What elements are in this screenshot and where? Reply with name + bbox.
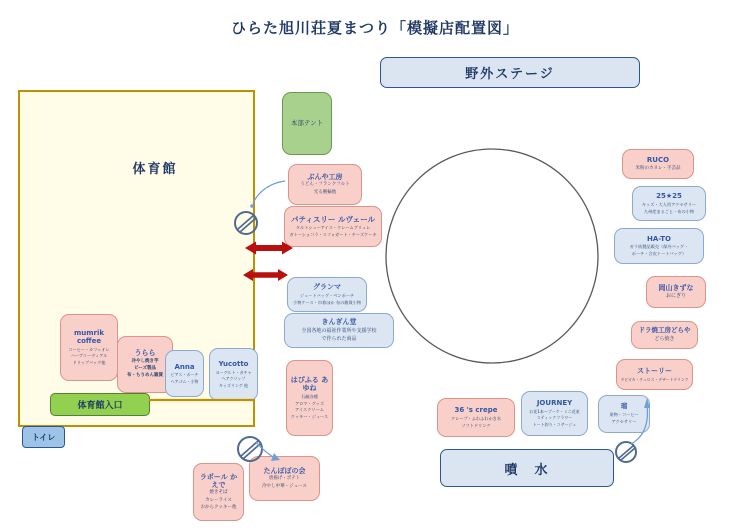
booth-title: 25★25 [656, 192, 682, 201]
booth-menu: 冷やし中華・ジュース [262, 483, 307, 489]
booth-menu: ドリップバッグ他 [72, 360, 106, 366]
booth-menu: クッキー・ジュース [290, 414, 329, 420]
booth-menu: ジュートバッグ・ペンポーチ [299, 292, 355, 298]
booth-menu: アロマ・グッズ [294, 400, 325, 406]
booth-title: パティスリー ルヴェール [290, 215, 376, 225]
booth-menu: 冷やし焼き芋 [131, 358, 159, 364]
booth-menu: ヘアゴム・小物 [170, 378, 199, 384]
booth-menu: 唐揚げ・ポテト [268, 476, 301, 482]
booth-yucotto [209, 348, 258, 401]
booth-menu: おにぎり [665, 293, 686, 300]
booth-menu: お花1本〜ブーケ・ミニ花束 [529, 408, 580, 414]
booth-story [616, 359, 693, 390]
booth-title: Anna [174, 362, 195, 371]
booth-menu: 全国各地の福祉作業所や支援学校 [301, 327, 377, 334]
booth-title: HA-TO [647, 234, 671, 243]
booth-menu: で作られた商品 [321, 335, 357, 342]
booth-title: 瑠 [620, 402, 628, 411]
booth-doraya [631, 321, 698, 349]
booth-title: ストーリー [637, 367, 672, 376]
booth-okayama-kizuna [646, 276, 706, 308]
booth-journey [521, 391, 588, 436]
booth-menu: アクセサリー [611, 418, 637, 424]
booth-title: 本部テント [290, 119, 324, 128]
booth-menu: スティックフラワー [536, 415, 573, 421]
booth-title: はぴふる あゆね [290, 375, 329, 393]
booth-menu: ヨーグルト・ガチャ [215, 369, 252, 375]
booth-title: ラポール かえで [199, 472, 238, 490]
outdoor-stage: 野外ステージ [380, 57, 640, 88]
booth-title: Yucotto [218, 360, 249, 369]
booth-title: JOURNEY [536, 399, 573, 408]
booth-title: 36 's crepe [454, 406, 498, 415]
booth-menu: カレーライス [205, 497, 232, 503]
booth-title: ぶんや工房 [307, 173, 343, 181]
booth-patisserie-levert [284, 206, 382, 247]
booth-menu: タルトシューアイス・クレームブリュレ [295, 225, 371, 231]
booth-menu: ポーチ・合皮トートバッグ） [631, 251, 687, 257]
booth-menu: 果物・コーヒー [609, 412, 639, 418]
booth-menu: ハーブコーディアル [70, 353, 108, 359]
booth-menu: アイスクリーム [295, 407, 324, 413]
booth-menu: ガトーショコラ・スフォガート・チーズケーキ [289, 232, 377, 237]
booth-title: RUCO [646, 156, 670, 165]
gym-entrance: 体育館入口 [50, 393, 150, 416]
booth-title: 岡山きずな [658, 283, 694, 292]
booth-menu: ヘアクリップ [221, 376, 246, 382]
booth-menu: 光る腕輪他 [313, 189, 337, 195]
booth-menu: クレープ・ふわふわかき氷 [450, 415, 502, 421]
booth-menu: どら焼き [654, 335, 675, 342]
booth-tanpopo-no-kai [249, 456, 320, 501]
booth-menu: ソフトドリンク [461, 422, 491, 428]
booth-title: うらら [134, 349, 156, 358]
booth-grandma [287, 277, 367, 312]
booth-menu: 布・ちりめん雑貨 [127, 373, 163, 379]
booth-menu: 九州産まるごと・布の小物 [643, 208, 695, 214]
booth-title: グランマ [313, 283, 341, 292]
booth-menu: 小物ケース・巾着ほか 布の雑貨小物 [292, 299, 362, 305]
booth-25star25 [632, 186, 706, 221]
booth-rapport-kaede [193, 463, 244, 521]
booth-bunya-kobo [288, 164, 362, 205]
booth-menu: うどん・フランクフルト [300, 182, 350, 188]
booth-title: きんぎん堂 [321, 318, 357, 327]
booth-menu: キッズ・大人用アクセサリー [641, 201, 697, 207]
booth-title: たんぽぽの会 [263, 467, 306, 475]
page-title: ひらた旭川荘夏まつり「模擬店配置図」 [230, 19, 519, 37]
booth-ha-to [614, 228, 704, 264]
booth-menu: 石鹸各種 [301, 393, 318, 399]
booth-36s-crepe [437, 398, 515, 437]
booth-menu: タピオカ・チュロス・デザートドリンク [620, 376, 689, 382]
fountain: 噴 水 [440, 449, 614, 487]
toilet-box: トイレ [22, 426, 65, 448]
central-plaza-circle [386, 149, 598, 363]
booth-mumrik-coffee [60, 314, 118, 381]
booth-menu: 焼きそば [209, 490, 228, 496]
booth-hapifuru-ayune [286, 360, 333, 436]
booth-menu: トート釣り・コサージュ [532, 421, 577, 427]
booth-kingindo [284, 313, 394, 348]
booth-menu: コーヒー・カフェオレ [68, 346, 110, 352]
no-entry-icon [616, 442, 636, 462]
booth-menu: 米粉のカヌレ・手芸品 [635, 165, 681, 171]
gym-label: 体育館 [132, 162, 178, 177]
booth-menu: キッズリング 他 [218, 382, 249, 388]
booth-ru [598, 395, 650, 433]
booth-ruco [622, 149, 694, 179]
booth-menu: ピアス・ポーチ [170, 372, 199, 378]
booth-menu: ビーズ製品 [133, 366, 157, 372]
booth-title: mumrik coffee [73, 328, 105, 346]
booth-menu: ガラ紡製品販売（保冷バッグ・ [629, 244, 689, 250]
booth-menu: おからクッキー他 [200, 505, 237, 511]
booth-honbu-tent [282, 92, 332, 155]
booth-title: ドラ焼工房どらや [638, 326, 691, 335]
booth-anna [165, 350, 204, 397]
